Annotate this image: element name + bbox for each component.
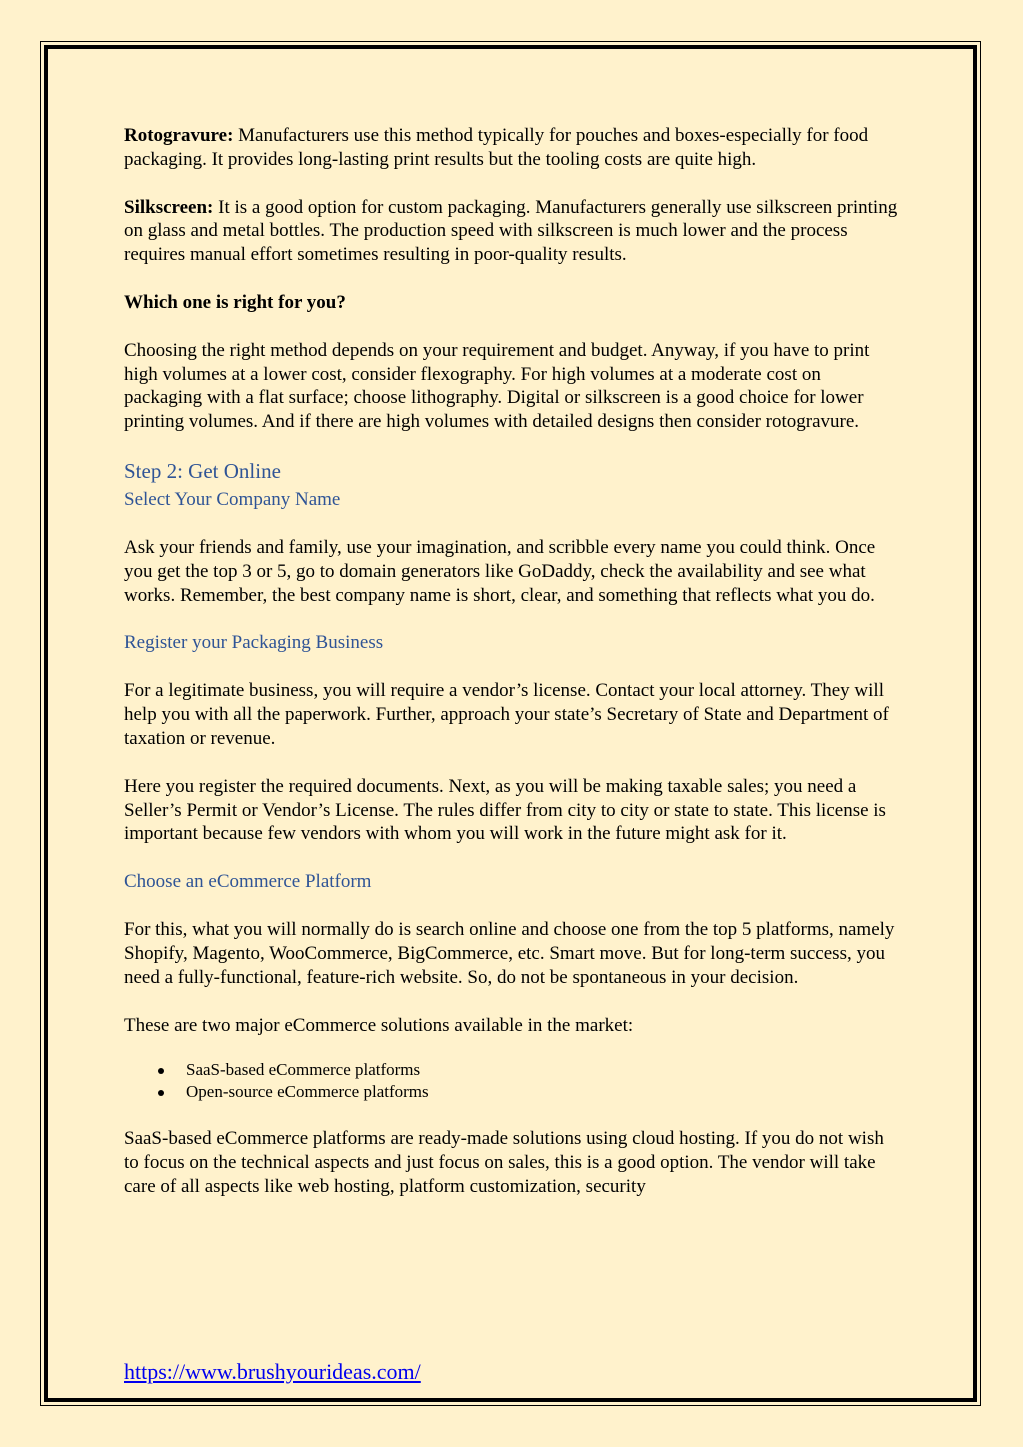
choosing-paragraph: Choosing the right method depends on your requirement and budget. Anyway, if you have to print high volumes at a lower cost, consider flexography. For high volumes at a moderate cost on packaging with a flat surface; choose lithography. Digital or silkscreen is a good choice for lower printing volumes. And if there are high volumes with detailed designs then consider rotogravure. xyxy=(124,339,870,433)
rotogravure-label: Rotogravure: xyxy=(124,125,234,146)
silkscreen-text: It is a good option for custom packaging. Manufacturers generally use silkscreen printing on glass and metal bottles. The production speed with silkscreen is much lower and the process requires manual effort sometimes resulting in poor-quality results. xyxy=(124,196,898,266)
website-link[interactable]: https://www.brushyourideas.com/ xyxy=(124,1359,421,1384)
which-one-heading: Which one is right for you? xyxy=(124,291,346,313)
company-name-heading: Select Your Company Name xyxy=(124,488,341,510)
ecommerce-heading: Choose an eCommerce Platform xyxy=(124,871,372,893)
platform-list xyxy=(124,1059,899,1103)
document-body xyxy=(124,124,899,1199)
register-paragraph-1: For a legitimate business, you will require a vendor’s license. Contact your local attorney. They will help you with all the paperwork. Further, approach your state’s Secretary of State and Department of taxation or revenue. xyxy=(124,680,889,749)
register-heading: Register your Packaging Business xyxy=(124,632,384,654)
list-item: SaaS-based eCommerce platforms xyxy=(186,1059,899,1081)
list-item: Open-source eCommerce platforms xyxy=(186,1081,899,1103)
saas-paragraph: SaaS-based eCommerce platforms are ready-made solutions using cloud hosting. If you do not wish to focus on the technical aspects and just focus on sales, this is a good option. The vendor will take care of all aspects like web hosting, platform customization, security xyxy=(124,1128,884,1197)
step2-heading: Step 2: Get Online xyxy=(124,458,281,483)
silkscreen-paragraph xyxy=(124,196,899,267)
company-name-paragraph: Ask your friends and family, use your imagination, and scribble every name you could think. Once you get the top 3 or 5, go to domain generators like GoDaddy, check the availability and see what works. Remember, the best company name is short, clear, and something that reflects what you do. xyxy=(124,536,876,606)
ecommerce-paragraph-1: For this, what you will normally do is search online and choose one from the top 5 platforms, namely Shopify, Magento, WooCommerce, BigCommerce, etc. Smart move. But for long-term success, you need a fully-functional, feature-rich website. So, do not be spontaneous in your decision. xyxy=(124,919,895,988)
rotogravure-text: Manufacturers use this method typically for pouches and boxes-especially for food packaging. It provides long-lasting print results but the tooling costs are quite high. xyxy=(124,125,869,170)
ecommerce-paragraph-2: These are two major eCommerce solutions available in the market: xyxy=(124,1014,634,1036)
silkscreen-label: Silkscreen: xyxy=(124,196,214,218)
rotogravure-paragraph xyxy=(124,124,899,172)
register-paragraph-2: Here you register the required documents. Next, as you will be making taxable sales; you need a Seller’s Permit or Vendor’s License. The rules differ from city to city or state to state. This license is important because few vendors with whom you will work in the future might ask for it. xyxy=(124,775,886,845)
